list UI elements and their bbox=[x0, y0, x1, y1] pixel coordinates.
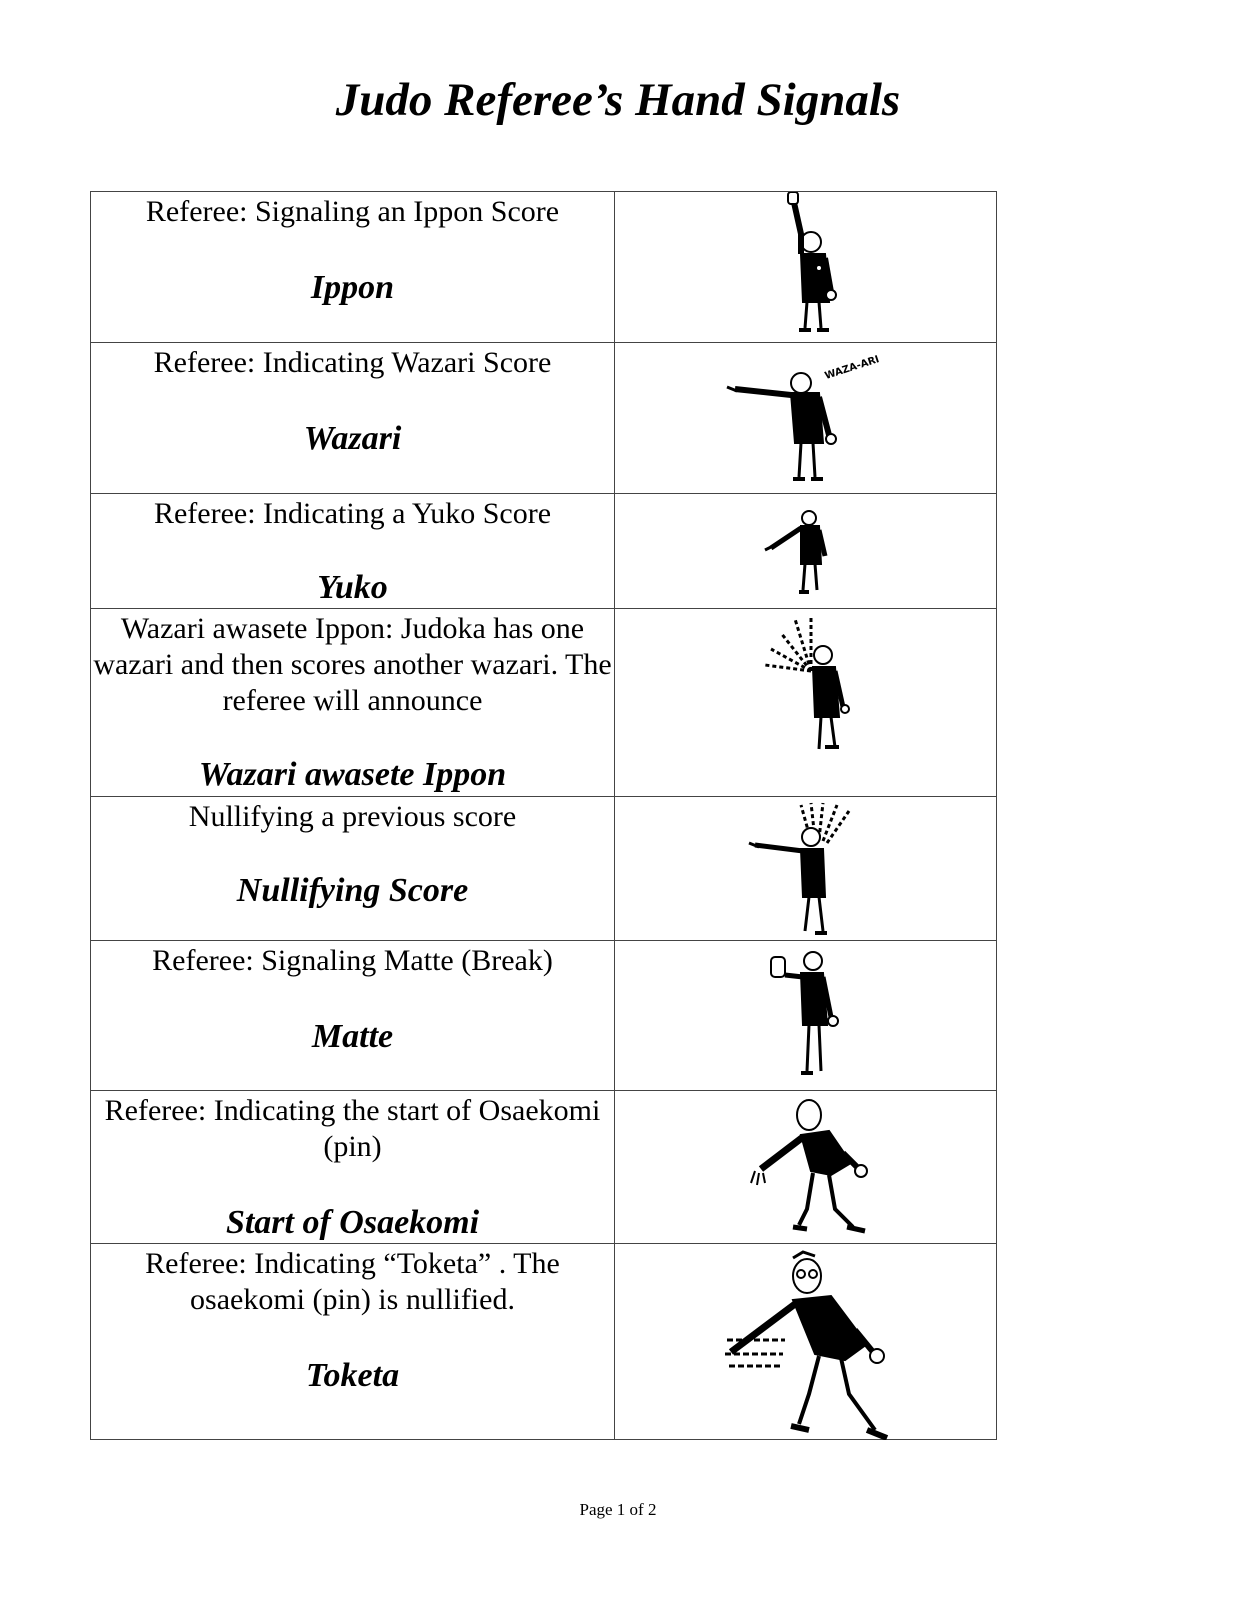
figure-cell bbox=[615, 1091, 997, 1244]
description-cell bbox=[91, 797, 615, 941]
referee-arm-side-icon bbox=[615, 343, 996, 494]
figure-cell bbox=[615, 192, 997, 343]
table-row bbox=[91, 1091, 997, 1244]
table-row bbox=[91, 797, 997, 941]
signal-term: Wazari bbox=[303, 420, 402, 457]
description-cell bbox=[91, 1091, 615, 1244]
signal-term: Toketa bbox=[305, 1357, 400, 1394]
table-row bbox=[91, 1244, 997, 1440]
referee-arm-wave-icon bbox=[615, 797, 996, 941]
description-cell bbox=[91, 494, 615, 609]
page-title: Judo Referee’s Hand Signals bbox=[335, 74, 901, 126]
figure-cell bbox=[615, 494, 997, 609]
page-footer: Page 1 of 2 bbox=[579, 1500, 657, 1519]
figure-cell bbox=[615, 609, 997, 797]
table-row bbox=[91, 941, 997, 1091]
referee-arm-raised-icon bbox=[615, 192, 996, 343]
signal-term: Nullifying Score bbox=[236, 872, 469, 909]
wazari-caption: WAZA-ARI bbox=[823, 354, 881, 383]
referee-arm-diagonal-down-icon bbox=[615, 494, 996, 609]
figure-cell bbox=[615, 1244, 997, 1440]
signal-description: Referee: Indicating the start of Osaekomi (pin) bbox=[104, 1094, 601, 1163]
referee-arm-sweep-up-icon bbox=[615, 609, 996, 797]
figure-cell bbox=[615, 797, 997, 941]
signal-description: Nullifying a previous score bbox=[188, 800, 517, 833]
signal-term: Yuko bbox=[317, 569, 388, 606]
description-cell bbox=[91, 343, 615, 494]
signal-description: Wazari awasete Ippon: Judoka has one wazari and then scores another wazari. The referee will announce bbox=[93, 612, 612, 717]
table-row bbox=[91, 494, 997, 609]
referee-arm-wave-low-icon bbox=[615, 1244, 996, 1440]
referee-palm-forward-icon bbox=[615, 941, 996, 1091]
signal-description: Referee: Signaling Matte (Break) bbox=[152, 944, 553, 977]
table-row bbox=[91, 192, 997, 343]
table-row bbox=[91, 609, 997, 797]
description-cell bbox=[91, 609, 615, 797]
signal-description: Referee: Indicating Wazari Score bbox=[153, 346, 552, 379]
signal-description: Referee: Indicating “Toketa” . The osaekomi (pin) is nullified. bbox=[145, 1247, 560, 1316]
description-cell bbox=[91, 1244, 615, 1440]
signal-term: Matte bbox=[311, 1018, 394, 1055]
signal-description: Referee: Signaling an Ippon Score bbox=[145, 195, 560, 228]
signal-description: Referee: Indicating a Yuko Score bbox=[153, 497, 552, 530]
figure-cell bbox=[615, 941, 997, 1091]
referee-leaning-arm-down-icon bbox=[615, 1091, 996, 1242]
signal-term: Ippon bbox=[310, 269, 395, 306]
signals-table bbox=[90, 191, 997, 1440]
signal-term: Start of Osaekomi bbox=[225, 1204, 480, 1241]
figure-cell bbox=[615, 343, 997, 494]
description-cell bbox=[91, 941, 615, 1091]
description-cell bbox=[91, 192, 615, 343]
signal-term: Wazari awasete Ippon bbox=[198, 756, 507, 793]
table-row bbox=[91, 343, 997, 494]
